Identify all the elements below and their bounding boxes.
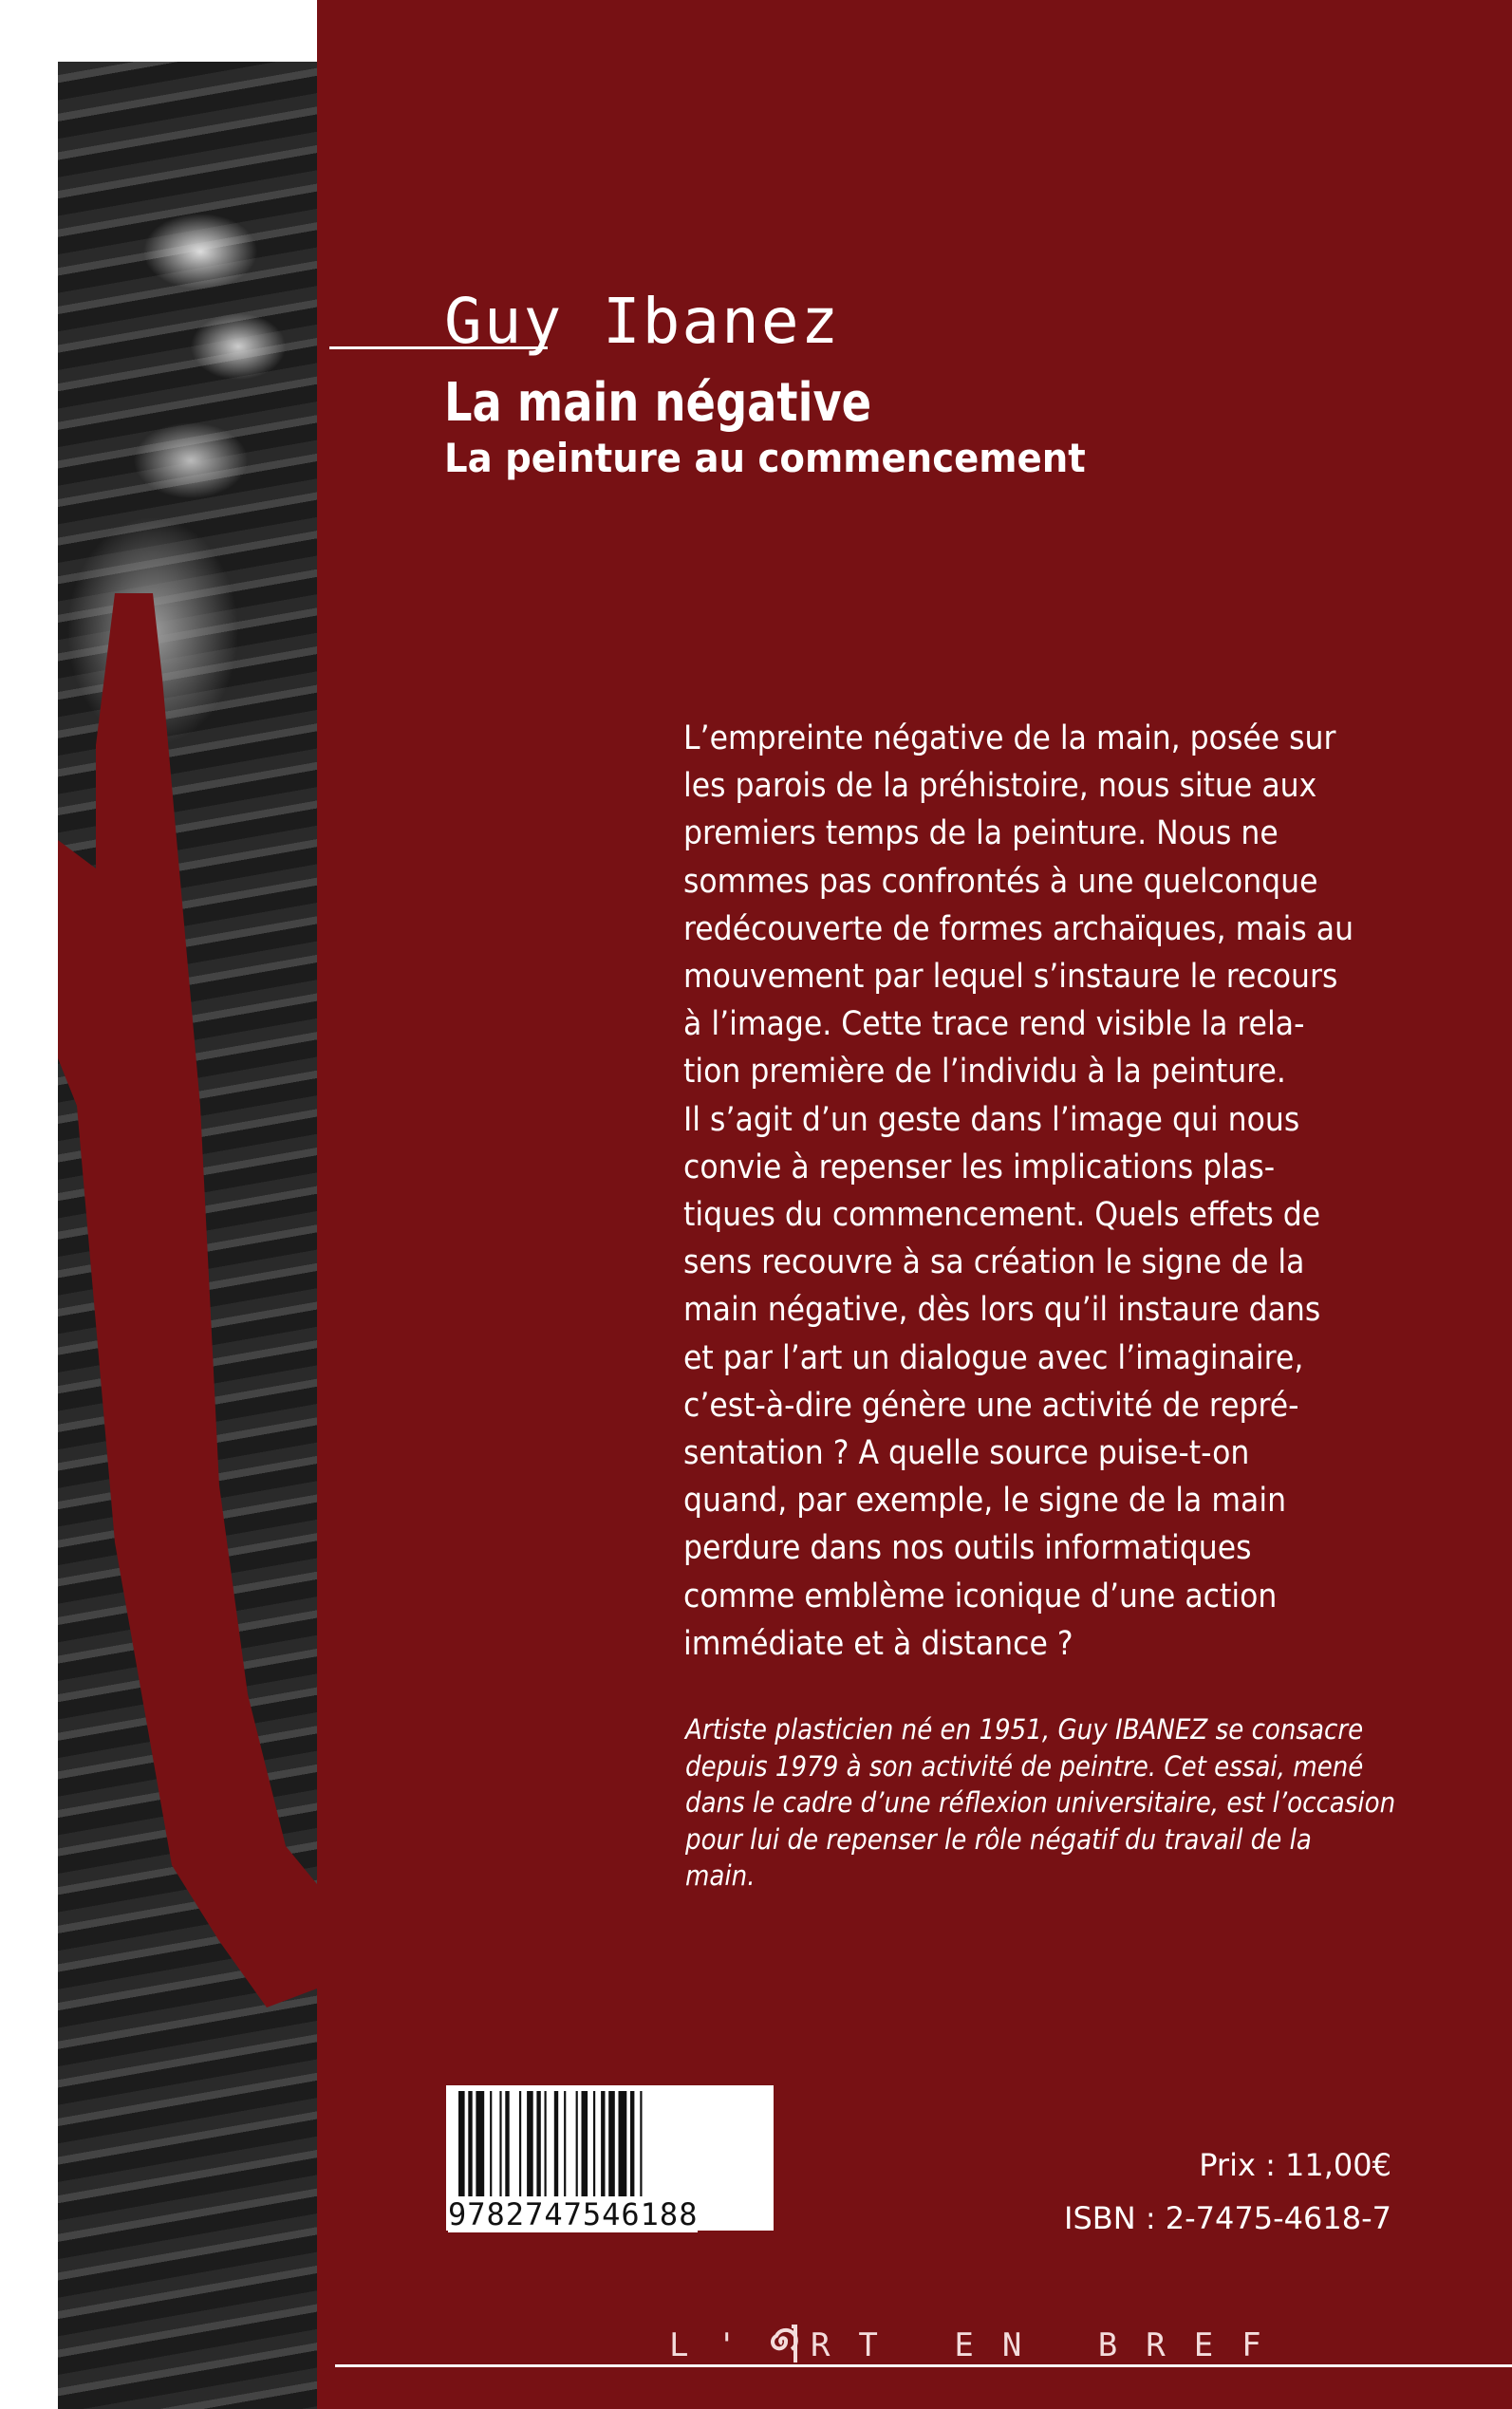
barcode-bar	[536, 2091, 540, 2200]
blurb-line: sentation ? A quelle source puise-t-on	[683, 1434, 1250, 1473]
barcode-bar	[458, 2091, 465, 2200]
blurb-line: convie à repenser les implications plas-	[683, 1148, 1276, 1186]
barcode-bar	[601, 2091, 605, 2200]
barcode-bars	[458, 2091, 762, 2200]
barcode	[446, 2085, 774, 2231]
series-name: RT EN BREF	[810, 2326, 1290, 2364]
blurb-line: c’est-à-dire génère une activité de repré-	[683, 1386, 1299, 1425]
blurb-line: redécouverte de formes archaïques, mais au	[683, 909, 1354, 948]
blurb-line: et par l’art un dialogue avec l’imaginaire,	[683, 1338, 1304, 1377]
blurb-line: tion première de l’individu à la peinture.	[683, 1053, 1286, 1092]
bio-line: pour lui de repenser le rôle négatif du travail de la	[685, 1822, 1312, 1856]
blurb-line: L’empreinte négative de la main, posée sur	[683, 719, 1336, 757]
barcode-bar	[582, 2091, 588, 2200]
barcode-bar	[630, 2091, 634, 2200]
author-bio	[685, 1711, 1395, 1895]
blurb-line: mouvement par lequel s’instaure le recours	[683, 958, 1338, 997]
series-prefix: L'	[669, 2326, 765, 2364]
barcode-bar	[490, 2091, 492, 2200]
barcode-bar	[619, 2091, 627, 2200]
isbn: ISBN : 2-7475-4618-7	[1064, 2200, 1391, 2236]
blurb-line: à l’image. Cette trace rend visible la rela-	[683, 1005, 1305, 1044]
barcode-bar	[564, 2091, 566, 2200]
bio-line: dans le cadre d’une réflexion universitaire, est l’occasion	[685, 1786, 1396, 1819]
red-numeral-shape	[58, 62, 317, 2409]
bio-line: main.	[685, 1859, 756, 1892]
blurb-line: les parois de la préhistoire, nous situe aux	[683, 767, 1317, 806]
blurb-line: perdure dans nos outils informatiques	[683, 1529, 1252, 1568]
blurb-line: sommes pas confrontés à une quelconque	[683, 862, 1318, 901]
book-subtitle: La peinture au commencement	[444, 435, 1086, 481]
barcode-bar	[519, 2091, 521, 2200]
blurb-line: main négative, dès lors qu’il instaure dans	[683, 1291, 1321, 1330]
blurb	[683, 715, 1353, 1668]
barcode-bar	[608, 2091, 615, 2200]
cover-photo-strip	[58, 62, 317, 2409]
barcode-bar	[527, 2091, 533, 2200]
series-logo	[669, 2321, 1290, 2364]
blurb-line: immédiate et à distance ?	[683, 1624, 1073, 1663]
barcode-bar	[499, 2091, 501, 2200]
barcode-bar	[593, 2091, 595, 2200]
barcode-bar	[576, 2091, 578, 2200]
barcode-bar	[476, 2091, 484, 2200]
blurb-line: premiers temps de la peinture. Nous ne	[683, 814, 1279, 853]
blurb-line: quand, par exemple, le signe de la main	[683, 1482, 1287, 1521]
bottom-rule	[335, 2364, 1512, 2367]
blurb-line: Il s’agit d’un geste dans l’image qui nous	[683, 1100, 1300, 1139]
bio-line: Artiste plasticien né en 1951, Guy IBANEZ se consacre	[685, 1713, 1364, 1746]
barcode-bar	[468, 2091, 472, 2200]
barcode-bar	[554, 2091, 558, 2200]
barcode-number: 9782747546188	[448, 2196, 699, 2232]
price: Prix : 11,00€	[1199, 2147, 1391, 2183]
blurb-line: tiques du commencement. Quels effets de	[683, 1196, 1321, 1235]
blurb-line: comme emblème iconique d’une action	[683, 1577, 1278, 1615]
bio-line: depuis 1979 à son activité de peintre. Cet essai, mené	[685, 1749, 1364, 1783]
blurb-line: sens recouvre à sa création le signe de la	[683, 1243, 1305, 1282]
barcode-bar	[545, 2091, 547, 2200]
barcode-bar	[640, 2091, 642, 2200]
book-title: La main négative	[444, 372, 872, 434]
author-name: Guy Ibanez	[444, 285, 841, 358]
spiral-a-icon	[765, 2321, 799, 2364]
barcode-bar	[505, 2091, 509, 2200]
